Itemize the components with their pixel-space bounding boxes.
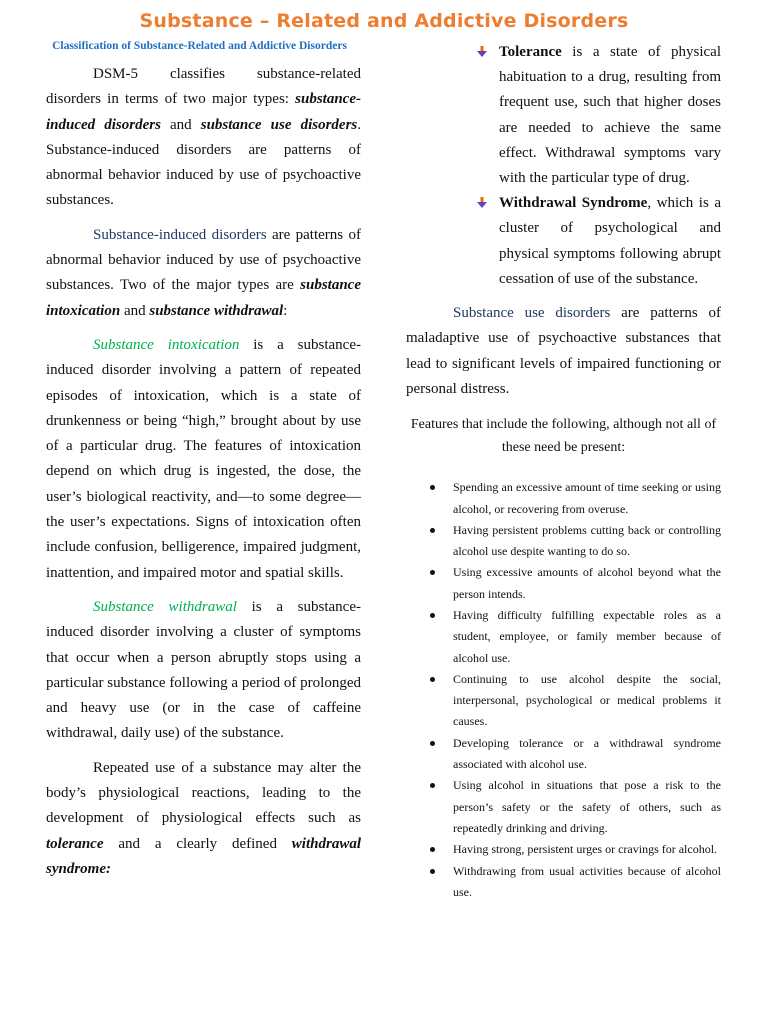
emphasis: tolerance bbox=[46, 835, 104, 852]
bullet-dot-icon bbox=[430, 485, 435, 490]
paragraph-substance-induced bbox=[46, 223, 361, 324]
bullet-text: Withdrawing from usual activities because of alcohol use. bbox=[453, 863, 721, 899]
text: is a substance-induced disorder involving a pattern of repeated episodes of intoxication, which is a state of drunkenness or being “high,” brought about by use of a particular drug. The features of intoxication depend on which drug is ingested, the dose, the user’s biological reactivity, and—to some degree—the user’s expectations. Signs of intoxication often include confusion, belligerence, impaired judgment, inattention, and impaired motor and spatial skills. bbox=[46, 336, 361, 581]
bullet-text: Using excessive amounts of alcohol beyond what the person intends. bbox=[453, 565, 721, 601]
bullet-dot-icon bbox=[430, 613, 435, 618]
list-item bbox=[406, 40, 721, 191]
list-item bbox=[406, 477, 721, 520]
paragraph-intoxication bbox=[46, 333, 361, 586]
term-withdrawal-syndrome: Withdrawal Syndrome bbox=[499, 195, 648, 212]
text: is a state of physical habituation to a drug, resulting from frequent use, such that higher doses are needed to achieve the same effect. Withdrawal symptoms vary with the particular type of drug. bbox=[499, 44, 721, 187]
list-item bbox=[406, 839, 721, 860]
text: and a clearly defined bbox=[103, 835, 292, 852]
list-item bbox=[406, 669, 721, 733]
emphasis: withdrawal syndrome: bbox=[46, 835, 361, 877]
bullet-dot-icon bbox=[430, 570, 435, 575]
text: is a substance-induced disorder involving a cluster of symptoms that occur when a person abruptly stops using a particular substance following a period of prolonged and heavy use (or in the case of caffeine withdrawal, daily use) of the substance. bbox=[46, 598, 361, 742]
emphasis: substance-induced disorders bbox=[46, 91, 361, 133]
text: , which is a cluster of psychological and physical symptoms following abrupt cessation of use of the substance. bbox=[499, 195, 721, 287]
text: are patterns of abnormal behavior induced by use of psychoactive substances. Two of the major types are bbox=[46, 226, 361, 294]
bullet-text: Having difficulty fulfilling expectable roles as a student, employee, or family member because of alcohol use. bbox=[453, 608, 721, 665]
left-column bbox=[46, 40, 361, 891]
bullet-dot-icon bbox=[430, 677, 435, 682]
section-subtitle: Classification of Substance-Related and Addictive Disorders bbox=[52, 40, 347, 52]
paragraph-dsm5 bbox=[46, 62, 361, 214]
term-withdrawal: Substance withdrawal bbox=[93, 598, 237, 615]
bullet-text: Having strong, persistent urges or cravings for alcohol. bbox=[453, 842, 718, 857]
paragraph-withdrawal bbox=[46, 595, 361, 747]
right-column bbox=[406, 40, 721, 903]
bullet-dot-icon bbox=[430, 528, 435, 533]
text: DSM-5 classifies substance-related disorders in terms of two major types: bbox=[46, 66, 361, 108]
bullet-text: Using alcohol in situations that pose a risk to the person’s safety or the safety of others, such as repeatedly drinking and driving. bbox=[453, 778, 721, 835]
text: and bbox=[120, 302, 150, 319]
bullet-dot-icon bbox=[430, 847, 435, 852]
text: Repeated use of a substance may alter the body’s physiological reactions, leading to the development of physiological effects such as bbox=[46, 759, 361, 827]
text: and bbox=[160, 116, 201, 133]
list-item bbox=[406, 562, 721, 605]
term-use-disorders: Substance use disorders bbox=[453, 305, 611, 322]
term-intoxication: Substance intoxication bbox=[93, 336, 240, 353]
bullet-text: Developing tolerance or a withdrawal syndrome associated with alcohol use. bbox=[453, 735, 721, 772]
bullet-text: Having persistent problems cutting back or controlling alcohol use despite wanting to do so. bbox=[453, 522, 721, 559]
features-intro: Features that include the following, although not all of these need be present: bbox=[410, 417, 717, 455]
bullet-text: Continuing to use alcohol despite the social, interpersonal, psychological or medical problems it causes. bbox=[453, 671, 721, 729]
feature-bullets bbox=[406, 477, 721, 903]
bullet-dot-icon bbox=[430, 869, 435, 874]
list-item bbox=[406, 861, 721, 904]
text: are patterns of maladaptive use of psychoactive substances that lead to significant levels of impaired functioning or personal distress. bbox=[406, 305, 721, 397]
term-substance-induced: Substance-induced disorders bbox=[93, 226, 267, 243]
list-item bbox=[406, 775, 721, 839]
text: . Substance-induced disorders are patterns of abnormal behavior induced by use of psychoactive substances. bbox=[46, 116, 361, 209]
text: : bbox=[283, 302, 288, 319]
emphasis: substance intoxication bbox=[46, 277, 361, 319]
list-item bbox=[406, 191, 721, 292]
page-title: Substance – Related and Addictive Disorders bbox=[139, 10, 629, 32]
bullet-text: Spending an excessive amount of time seeking or using alcohol, or recovering from overuse. bbox=[453, 480, 721, 516]
list-item bbox=[406, 733, 721, 776]
term-tolerance: Tolerance bbox=[499, 44, 562, 60]
emphasis: substance withdrawal bbox=[149, 302, 284, 319]
list-item bbox=[406, 605, 721, 669]
bullet-dot-icon bbox=[430, 783, 435, 788]
paragraph-repeated-use bbox=[46, 756, 361, 882]
bullet-dot-icon bbox=[430, 741, 435, 746]
arrow-bullet-icon bbox=[476, 197, 488, 209]
list-item bbox=[406, 520, 721, 563]
arrow-bullet-icon bbox=[476, 46, 488, 58]
emphasis: substance use disorders bbox=[200, 116, 358, 133]
paragraph-use-disorders bbox=[406, 301, 721, 402]
term-list bbox=[406, 40, 721, 292]
